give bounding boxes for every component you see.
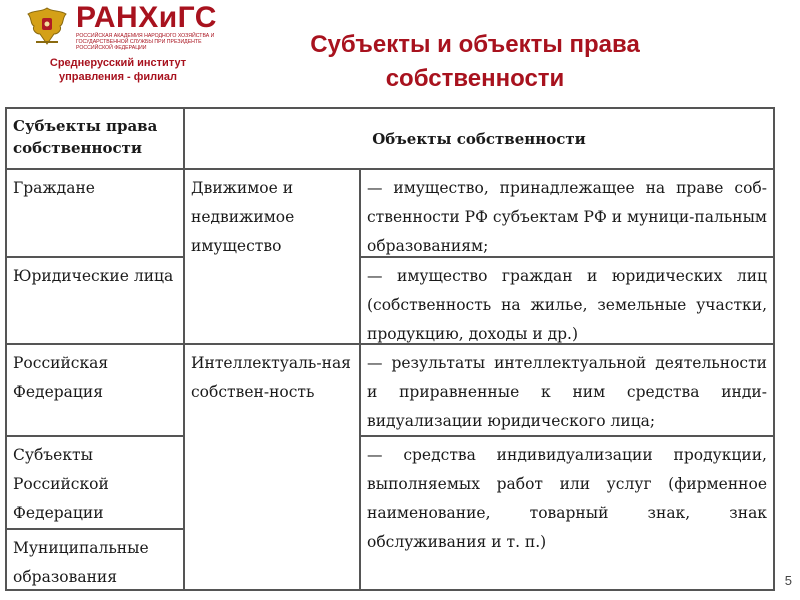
brand-name: РАНХиГС: [76, 1, 217, 34]
description-row-3: — результаты интеллектуальной деятельности и приравненные к ним средства инди-видуализации юридического лица;: [367, 354, 767, 430]
subject-legal-entities: Юридические лица: [13, 267, 174, 285]
description-row-4: — средства индивидуализации продукции, выполняемых работ или услуг (фирменное наименование, товарный знак, знак обслуживания и т. п.): [367, 446, 767, 551]
page-number: 5: [784, 573, 792, 588]
header-subjects: Субъекты права собственности: [13, 117, 158, 157]
page-title: Субъекты и объекты права собственности: [310, 31, 640, 92]
subject-federation-subjects: Субъекты Российской Федерации: [13, 446, 109, 522]
header-objects: Объекты собственности: [372, 130, 586, 148]
slide-header: [0, 0, 800, 100]
description-row-2: — имущество граждан и юридических лиц (собственность на жилье, земельные участки, продукцию, доходы и др.): [367, 267, 767, 343]
category-movable-immovable: Движимое и недвижимое имущество: [191, 179, 295, 255]
institute-name: Среднерусский институт управления - филиал: [49, 57, 187, 83]
ownership-table: [5, 107, 775, 591]
eagle-emblem-icon: [24, 4, 70, 48]
category-intellectual-property: Интеллектуаль-ная собствен-ность: [191, 354, 351, 401]
subject-municipalities: Муниципальные образования: [13, 539, 149, 586]
subject-russian-federation: Российская Федерация: [13, 354, 109, 401]
description-row-1: — имущество, принадлежащее на праве соб-ственности РФ субъектам РФ и муници-пальным образованиям;: [367, 179, 767, 255]
subject-citizens: Граждане: [13, 179, 95, 197]
brand-subtitle: РОССИЙСКАЯ АКАДЕМИЯ НАРОДНОГО ХОЗЯЙСТВА И ГОСУДАРСТВЕННОЙ СЛУЖБЫ ПРИ ПРЕЗИДЕНТЕ РОССИЙСКОЙ ФЕДЕРАЦИИ: [76, 33, 215, 51]
